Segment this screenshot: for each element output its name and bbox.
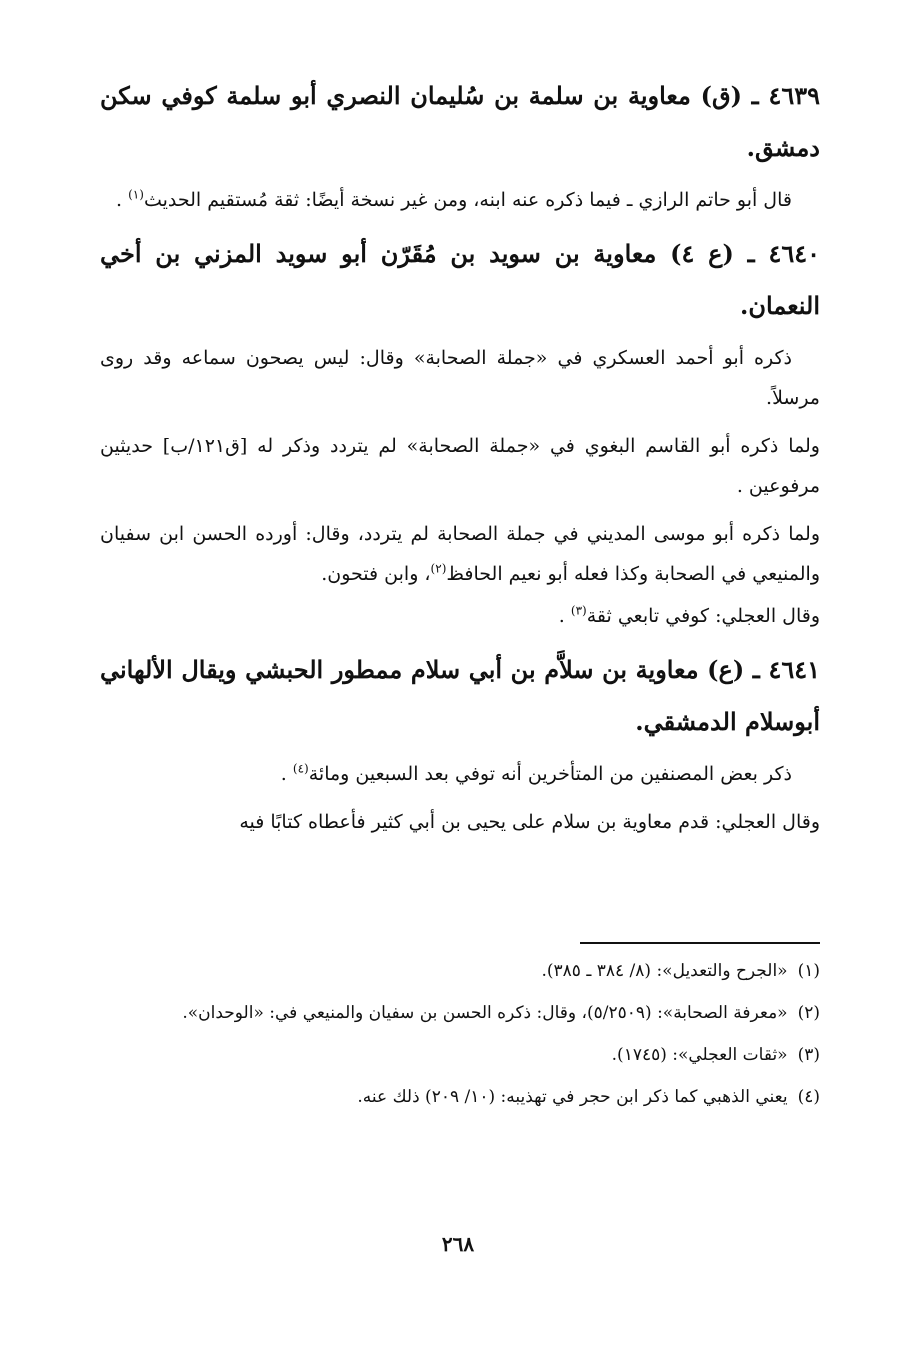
main-text xyxy=(100,70,820,850)
footnote-number: (٣) xyxy=(797,1045,820,1065)
entry-heading-4639: ٤٦٣٩ ـ (ق) معاوية بن سلمة بن سُليمان النصري أبو سلمة كوفي سكن دمشق. xyxy=(100,81,820,162)
footnote-ref[interactable]: (٤) xyxy=(292,761,309,776)
page-number: ٢٦٨ xyxy=(441,1232,475,1256)
entry-paragraph: وقال العجلي: كوفي تابعي ثقة$^{(٣)}$ . xyxy=(558,603,820,627)
footnote-divider xyxy=(580,942,820,944)
footnote-item: (٤)يعني الذهبي كما ذكر ابن حجر في تهذيبه: (١٠/ ٢٠٩) ذلك عنه. xyxy=(357,1087,820,1107)
footnote-ref[interactable]: (٣) xyxy=(570,603,587,618)
entry-heading-4641: ٤٦٤١ ـ (ع) معاوية بن سلاَّم بن أبي سلام ممطور الحبشي ويقال الألهاني أبوسلام الدمشقي. xyxy=(100,655,820,736)
footnote-item: (١)«الجرح والتعديل»: (٨/ ٣٨٤ ـ ٣٨٥). xyxy=(541,961,820,981)
footnote-ref[interactable]: (٢) xyxy=(430,561,447,576)
entry-paragraph: قال أبو حاتم الرازي ـ فيما ذكره عنه ابنه، ومن غير نسخة أيضًا: ثقة مُستقيم الحديث$^{(١)}$ . xyxy=(116,187,792,211)
footnote-number: (١) xyxy=(797,961,820,981)
entry-paragraph: ذكره أبو أحمد العسكري في «جملة الصحابة» وقال: ليس يصحون سماعه وقد روى مرسلاً. xyxy=(100,347,820,409)
footnotes xyxy=(100,952,820,1120)
entry-heading-4640: ٤٦٤٠ ـ (ع ٤) معاوية بن سويد بن مُقَرّن أبو سويد المزني بن أخي النعمان. xyxy=(100,239,821,320)
footnote-item: (٣)«ثقات العجلي»: (١٧٤٥). xyxy=(611,1045,820,1065)
entry-paragraph: ولما ذكره أبو القاسم البغوي في «جملة الصحابة» لم يتردد وذكر له [ق١٢١/ب] حديثين مرفوعين . xyxy=(100,435,820,497)
entry-paragraph: وقال العجلي: قدم معاوية بن سلام على يحيى بن أبي كثير فأعطاه كتابًا فيه xyxy=(239,811,820,833)
footnote-ref[interactable]: (١) xyxy=(128,187,144,202)
footnote-item: (٢)«معرفة الصحابة»: (٥/٢٥٠٩)، وقال: ذكره الحسن بن سفيان والمنيعي في: «الوحدان». xyxy=(182,1003,820,1023)
entry-paragraph: ولما ذكره أبو موسى المديني في جملة الصحابة لم يتردد، وقال: أورده الحسن ابن سفيان والمنيعي في الصحابة وكذا فعله أبو نعيم الحافظ$^{(٢)}$، وابن فتحون. xyxy=(100,523,820,585)
footnote-number: (٤) xyxy=(797,1087,820,1107)
footnote-number: (٢) xyxy=(797,1003,820,1023)
entry-paragraph: ذكر بعض المصنفين من المتأخرين أنه توفي بعد السبعين ومائة$^{(٤)}$ . xyxy=(280,761,792,785)
